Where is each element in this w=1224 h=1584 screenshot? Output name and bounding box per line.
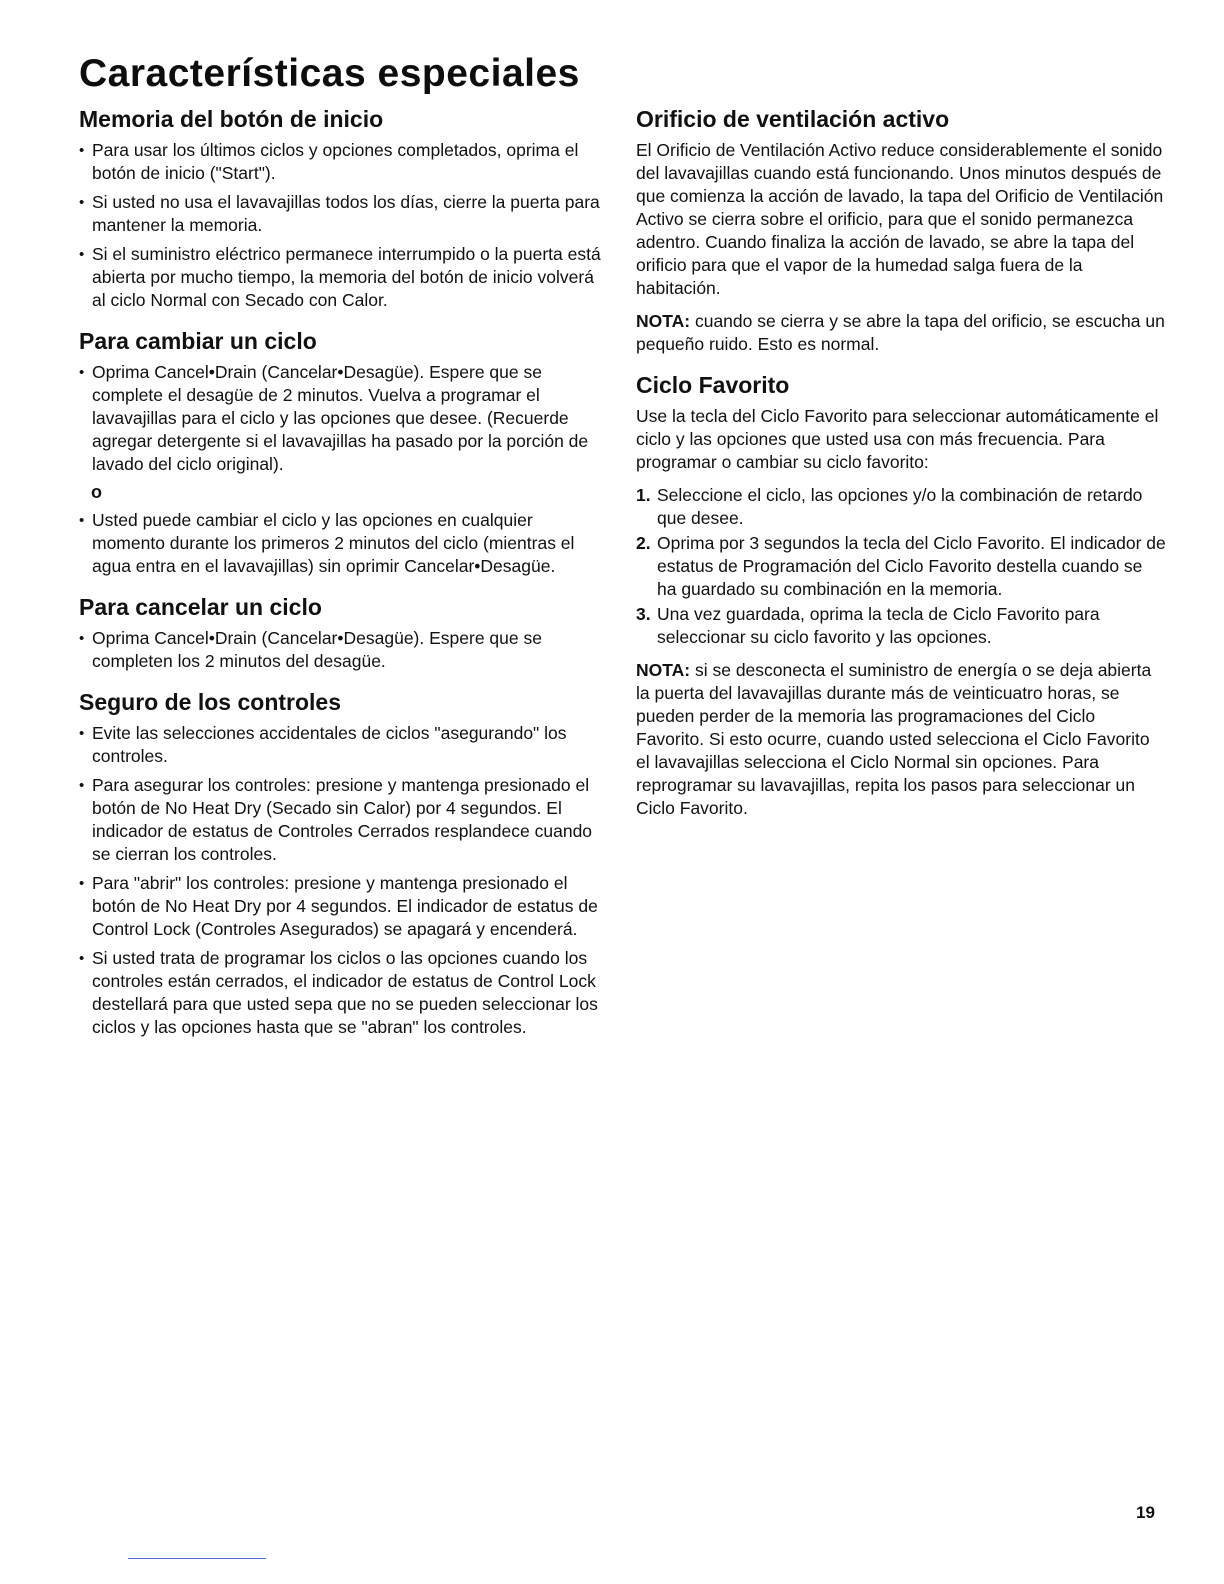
step-text: Seleccione el ciclo, las opciones y/o la combinación de retardo que desee.: [657, 485, 1143, 528]
bullet-item: • Evite las selecciones accidentales de ciclos "asegurando" los controles.: [79, 722, 604, 768]
section-favorito: [636, 370, 1166, 820]
bullet-list: [79, 627, 604, 673]
step-text: Oprima por 3 segundos la tecla del Ciclo Favorito. El indicador de estatus de Programación del Ciclo Favorito destella cuando se ha guardado su combinación en la memoria.: [657, 533, 1166, 599]
bullet-list: [79, 722, 604, 1039]
section-heading: Orificio de ventilación activo: [636, 106, 950, 132]
step-number: 3.: [636, 604, 651, 624]
note-label: NOTA:: [636, 311, 691, 331]
step-text: Una vez guardada, oprima la tecla de Ciclo Favorito para seleccionar su ciclo favorito y las opciones.: [657, 604, 1100, 647]
or-separator: o: [91, 482, 102, 502]
page-title: Características especiales: [79, 52, 580, 95]
step-number: 2.: [636, 533, 651, 553]
paragraph: El Orificio de Ventilación Activo reduce considerablemente el sonido del lavavajillas cuando está funcionando. Unos minutos después de que comienza la acción de lavado, la tapa del Orificio de Ventilación Activo se cierra sobre el orificio, para que el sonido permanezca adentro. Cuando finaliza la acción de lavado, se abre la tapa del orificio para que el vapor de la humedad salga fuera de la habitación.: [636, 140, 1164, 298]
section-seguro: [79, 687, 604, 1039]
note: [636, 659, 1166, 820]
right-column: [636, 104, 1166, 834]
step-item: [636, 484, 1166, 530]
bullet-item: • Si usted no usa el lavavajillas todos los días, cierre la puerta para mantener la memoria.: [79, 191, 604, 237]
bullet-item: • Si usted trata de programar los ciclos o las opciones cuando los controles están cerrados, el indicador de estatus de Control Lock destellará para que usted sepa que no se pueden seleccionar los ciclos y las opciones hasta que se "abran" los controles.: [79, 947, 604, 1039]
section-heading: Para cancelar un ciclo: [79, 594, 322, 620]
section-heading: Ciclo Favorito: [636, 372, 790, 398]
bullet-item: • Para asegurar los controles: presione y mantenga presionado el botón de No Heat Dry (Secado sin Calor) por 4 segundos. El indicador de estatus de Controles Cerrados resplandece cuando se cierran los controles.: [79, 774, 604, 866]
left-column: [79, 104, 604, 1053]
note: [636, 310, 1166, 356]
bullet-list: [79, 361, 604, 476]
section-heading: Memoria del botón de inicio: [79, 106, 384, 132]
bullet-item: • Usted puede cambiar el ciclo y las opciones en cualquier momento durante los primeros 2 minutos del ciclo (mientras el agua entra en el lavavajillas) sin oprimir Cancelar•Desagüe.: [79, 509, 604, 578]
section-cambiar: [79, 326, 604, 578]
bullet-list: [79, 139, 604, 312]
step-item: [636, 603, 1166, 649]
note-label: NOTA:: [636, 660, 691, 680]
note-text: si se desconecta el suministro de energía o se deja abierta la puerta del lavavajillas durante más de veinticuatro horas, se pueden perder de la memoria las programaciones del Ciclo Favorito. Si esto ocurre, cuando usted selecciona el Ciclo Favorito el lavavajillas selecciona el Ciclo Normal sin opciones. Para reprogramar su lavavajillas, repita los pasos para seleccionar un Ciclo Favorito.: [636, 660, 1152, 818]
bullet-item: • Para "abrir" los controles: presione y mantenga presionado el botón de No Heat Dry por 4 segundos. El indicador de estatus de Control Lock (Controles Asegurados) se apagará y encenderá.: [79, 872, 604, 941]
steps-list: [636, 484, 1166, 649]
step-number: 1.: [636, 485, 651, 505]
section-heading: Seguro de los controles: [79, 689, 341, 715]
step-item: [636, 532, 1166, 601]
section-heading: Para cambiar un ciclo: [79, 328, 317, 354]
bullet-item: • Oprima Cancel•Drain (Cancelar•Desagüe). Espere que se completen los 2 minutos del desagüe.: [79, 627, 604, 673]
bullet-list: [79, 509, 604, 578]
section-cancelar: [79, 592, 604, 673]
bullet-item: • Oprima Cancel•Drain (Cancelar•Desagüe). Espere que se complete el desagüe de 2 minutos. Vuelva a programar el lavavajillas para el ciclo y las opciones que desee. (Recuerde agregar detergente si el lavavajillas ha pasado por la porción de lavado del ciclo original).: [79, 361, 604, 476]
note-text: cuando se cierra y se abre la tapa del orificio, se escucha un pequeño ruido. Esto es normal.: [636, 311, 1165, 354]
bullet-item: • Si el suministro eléctrico permanece interrumpido o la puerta está abierta por mucho tiempo, la memoria del botón de inicio volverá al ciclo Normal con Secado con Calor.: [79, 243, 604, 312]
bullet-item: • Para usar los últimos ciclos y opciones completados, oprima el botón de inicio ("Start").: [79, 139, 604, 185]
page-number: 19: [1136, 1503, 1155, 1522]
section-orificio: [636, 104, 1166, 356]
scan-artifact-line: [128, 1558, 266, 1559]
section-memoria: [79, 104, 604, 312]
paragraph: Use la tecla del Ciclo Favorito para seleccionar automáticamente el ciclo y las opciones que usted usa con más frecuencia. Para programar o cambiar su ciclo favorito:: [636, 406, 1159, 472]
